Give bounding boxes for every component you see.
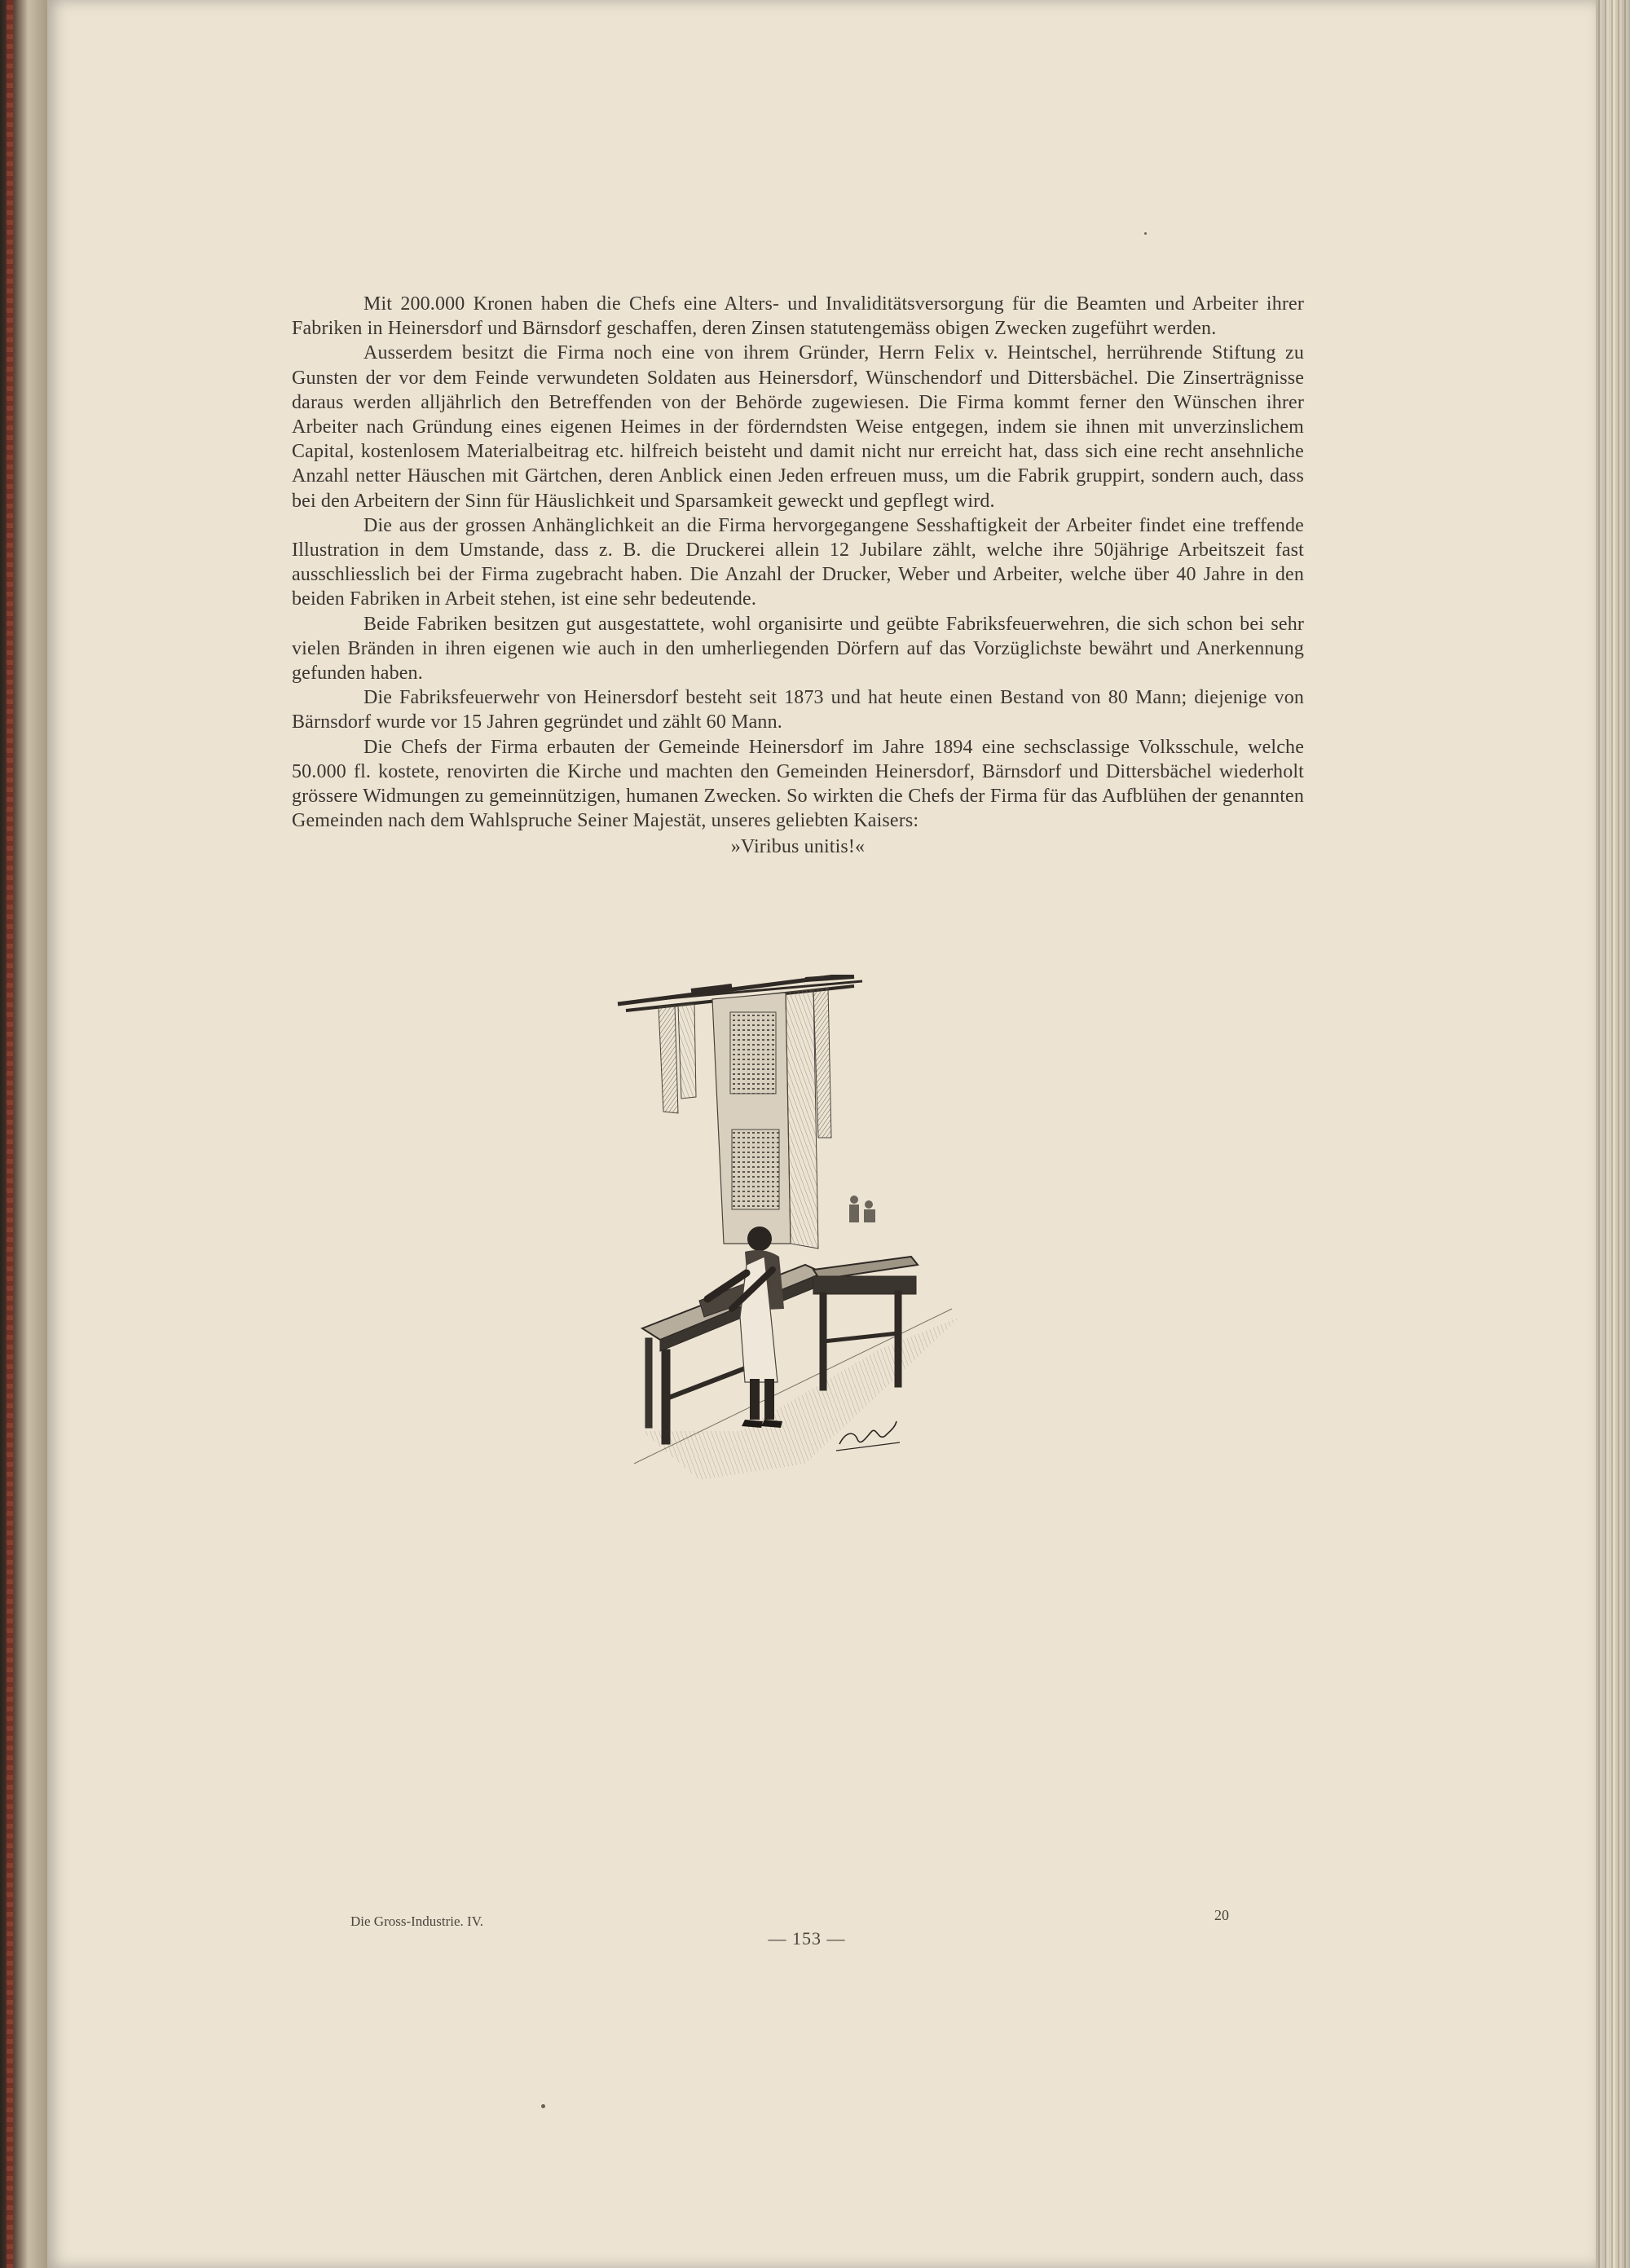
- paper-speck: [1144, 232, 1147, 235]
- paragraph-6: Die Chefs der Firma erbauten der Gemeinde Heinersdorf im Jahre 1894 eine sechsclassige Volksschule, welche 50.000 fl. kostete, renovirten die Kirche und machten den Gemeinden Heinersdorf, Bärnsdorf und Dittersbächel wiederholt grössere Widmungen zu gemeinnützigen, humanen Zwecken. So wirkten die Chefs der Firma für das Aufblühen der genannten Gemeinden nach dem Wahlspruche Seiner Majestät, unseres geliebten Kaisers:: [292, 736, 1304, 832]
- hanging-cloth: [659, 988, 831, 1249]
- page-number: — 153 —: [768, 1928, 846, 1949]
- paragraph-1: Mit 200.000 Kronen haben die Chefs eine Alters- und Invaliditätsversorgung für die Beamten und Arbeiter ihrer Fabriken in Heinersdorf und Bärnsdorf geschaffen, deren Zinsen statutengemäss obigen Zwecken zugeführt werden.: [292, 293, 1304, 340]
- binding-red-band: [7, 0, 13, 2268]
- body-text: [292, 292, 1304, 860]
- series-title: Die Gross-Industrie. IV.: [350, 1913, 484, 1929]
- paragraph-4: Beide Fabriken besitzen gut ausgestattete, wohl organisirte und geübte Fabriksfeuerwehren, die sich schon bei sehr vielen Bränden in ihren eigenen wie auch in den umherliegenden Dörfern auf das Vorzüglichste bewährt und Anerkennung gefunden haben.: [292, 613, 1304, 685]
- paragraph-5: Die Fabriksfeuerwehr von Heinersdorf besteht seit 1873 und hat heute einen Bestand von 80 Mann; diejenige von Bärnsdorf wurde vor 15 Jahren gegründet und zählt 60 Mann.: [292, 687, 1304, 733]
- printer-illustration: [610, 975, 978, 1485]
- book-binding-left: [0, 0, 47, 2268]
- background-figures: [849, 1196, 875, 1222]
- signature-mark: 20: [1214, 1907, 1229, 1923]
- paper-speck: [541, 2104, 545, 2108]
- paragraph-3: Die aus der grossen Anhänglichkeit an die Firma hervorgegangene Sesshaftigkeit der Arbeiter findet eine treffende Illustration in dem Umstande, dass z. B. die Druckerei allein 12 Jubilare zählt, welche ihre 50jährige Arbeitszeit fast ausschliesslich bei der Firma zugebracht haben. Die Anzahl der Drucker, Weber und Arbeiter, welche über 40 Jahre in den beiden Fabriken in Arbeit stehen, ist eine sehr bedeutende.: [292, 514, 1304, 610]
- paragraph-2: Ausserdem besitzt die Firma noch eine von ihrem Gründer, Herrn Felix v. Heintschel, herrührende Stiftung zu Gunsten der vor dem Feinde verwundeten Soldaten aus Heinersdorf, Wünschendorf und Dittersbächel. Die Zinserträgnisse daraus werden alljährlich den Betreffenden von der Behörde zugewiesen. Die Firma kommt ferner den Wünschen ihrer Arbeiter nach Gründung eines eigenen Heimes in der förderndsten Weise entgegen, indem sie ihnen mit unverzinslichem Capital, kostenlosem Materialbeitrag etc. hilfreich beisteht und damit nicht nur erreicht hat, dass sich eine recht ansehnliche Anzahl netter Häuschen mit Gärtchen, deren Anblick einen Jeden erfreuen muss, um die Fabrik gruppirt, sondern auch, dass bei den Arbeitern der Sinn für Häuslichkeit und Sparsamkeit geweckt und gepflegt wird.: [292, 342, 1304, 512]
- page-stack-right: [1596, 0, 1630, 2268]
- motto: »Viribus unitis!«: [730, 836, 866, 858]
- artist-signature: [836, 1421, 900, 1451]
